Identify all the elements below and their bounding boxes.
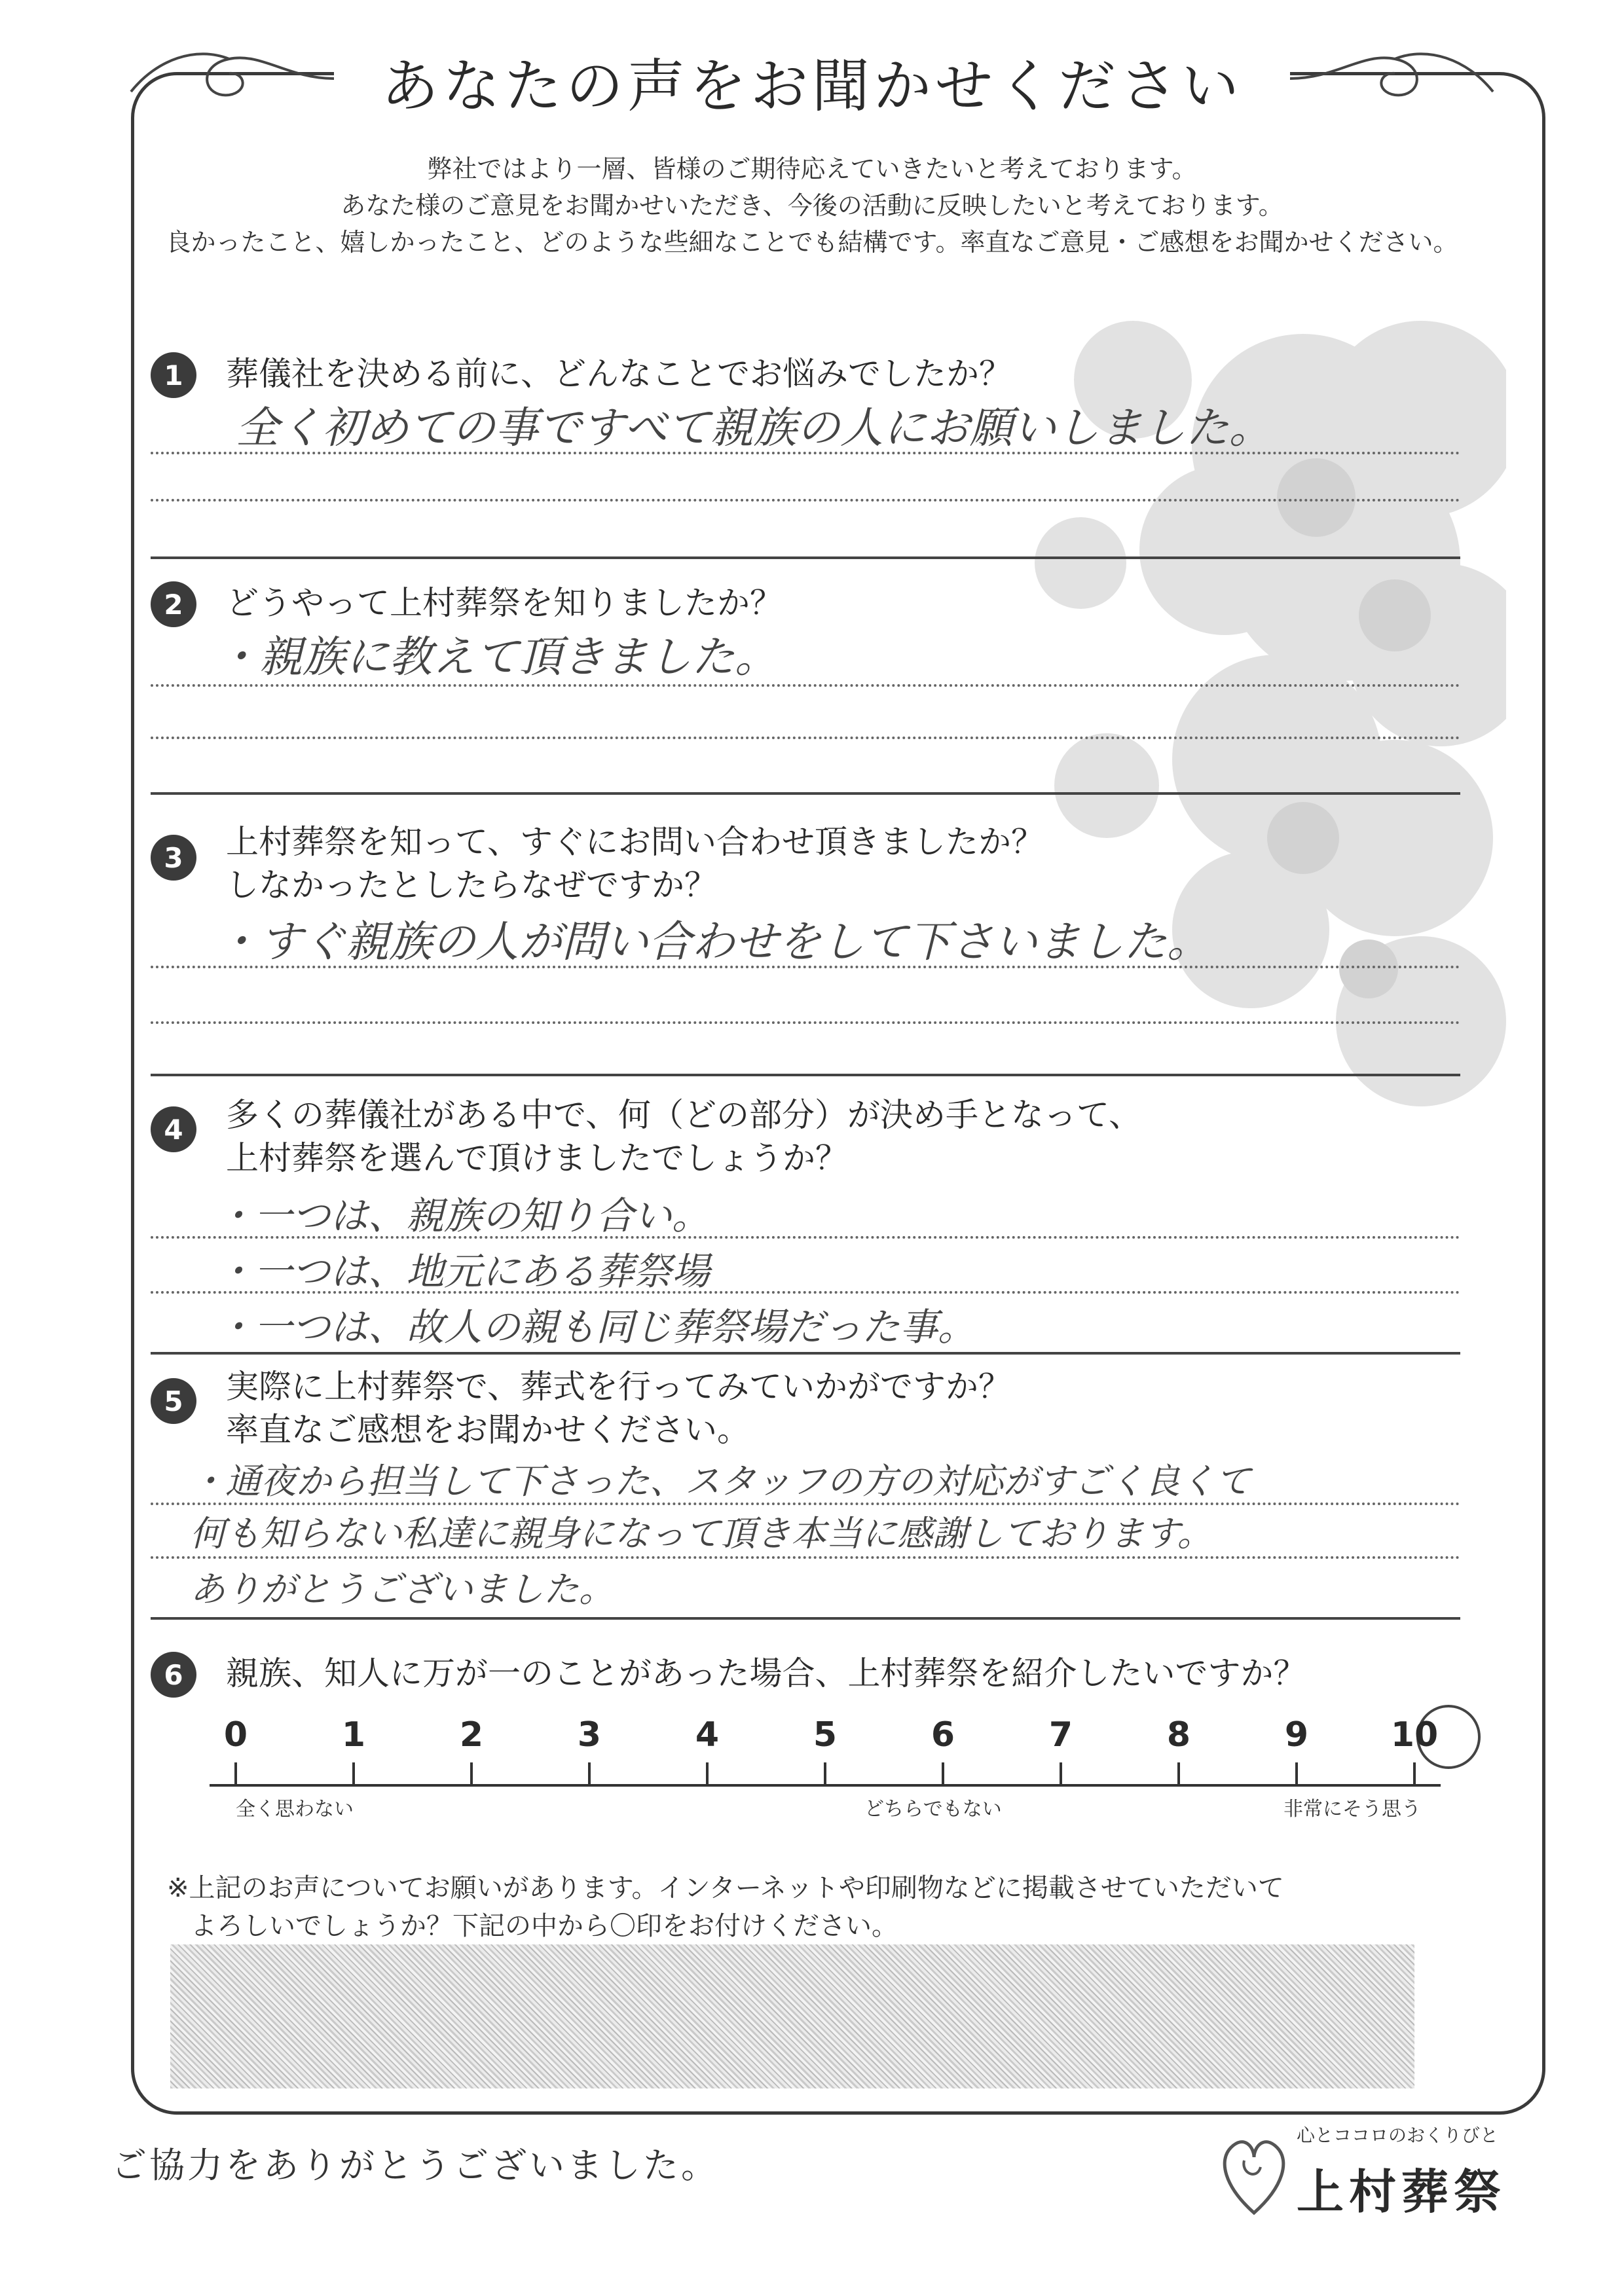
handwritten-answer: 全く初めての事ですべて親族の人にお願いしました。 — [236, 403, 1272, 453]
rating-tick — [234, 1762, 237, 1786]
question-line: 親族、知人に万が一のことがあった場合、上村葬祭を紹介したいですか？ — [226, 1654, 1306, 1692]
handwritten-answer: ・一つは、地元にある葬祭場 — [216, 1249, 710, 1294]
answer-line-dotted — [151, 499, 1460, 501]
rating-option-7[interactable]: 7 — [1048, 1715, 1073, 1755]
handwritten-answer: ・一つは、親族の知り合い。 — [216, 1194, 710, 1238]
rating-option-2[interactable]: 2 — [459, 1715, 484, 1755]
rating-option-4[interactable]: 4 — [695, 1715, 720, 1755]
company-tagline: 心とココロのおくりびと — [1297, 2124, 1499, 2146]
left-swirl-ornament — [118, 39, 341, 118]
handwritten-answer: ・親族に教えて頂きました。 — [216, 632, 778, 682]
rating-option-5[interactable]: 5 — [813, 1715, 838, 1755]
answer-line-dotted — [151, 452, 1460, 454]
question-line: 葬儀社を決める前に、どんなことでお悩みでしたか？ — [226, 355, 1012, 393]
rating-tick — [824, 1762, 826, 1786]
scale-label-right: 非常にそう思う — [1283, 1798, 1421, 1821]
thank-you-message: ご協力をありがとうございました。 — [111, 2145, 719, 2186]
rating-tick — [1177, 1762, 1180, 1786]
handwritten-answer: ・一つは、故人の親も同じ葬祭場だった事。 — [216, 1305, 976, 1349]
answer-line-dotted — [151, 1236, 1460, 1239]
company-logo — [1218, 2115, 1532, 2226]
question-number-badge: 3 — [151, 835, 196, 881]
company-name: 上村葬祭 — [1297, 2164, 1507, 2219]
question-line: 多くの葬儀社がある中で、何（どの部分）が決め手となって、 — [226, 1096, 1141, 1134]
section-divider — [151, 556, 1460, 559]
question-number-badge: 5 — [151, 1378, 196, 1424]
intro-line: あなた様のご意見をお聞かせいただき、今後の活動に反映したいと考えております。 — [341, 191, 1283, 220]
rating-tick — [942, 1762, 944, 1786]
question-text — [226, 581, 783, 625]
question-text — [226, 1365, 1011, 1451]
rating-tick — [588, 1762, 591, 1786]
question-number-badge: 4 — [151, 1106, 196, 1152]
page-title: あなたの声をお聞かせください — [380, 52, 1243, 120]
question-line: 実際に上村葬祭で、葬式を行ってみていかがですか？ — [226, 1368, 1011, 1406]
rating-option-0[interactable]: 0 — [223, 1715, 248, 1755]
rating-tick — [352, 1762, 355, 1786]
right-swirl-ornament — [1283, 39, 1506, 118]
rating-option-8[interactable]: 8 — [1166, 1715, 1191, 1755]
intro-text — [151, 151, 1473, 261]
answer-line-dotted — [151, 1291, 1460, 1294]
rating-tick — [706, 1762, 709, 1786]
section-divider — [151, 1352, 1460, 1355]
question-line: どうやって上村葬祭を知りましたか？ — [226, 584, 783, 622]
question-number-badge: 2 — [151, 581, 196, 627]
question-text — [226, 1652, 1306, 1695]
rating-tick — [1413, 1762, 1416, 1786]
question-line: 上村葬祭を選んで頂けましたでしょうか？ — [226, 1139, 848, 1177]
rating-option-9[interactable]: 9 — [1284, 1715, 1309, 1755]
rating-option-3[interactable]: 3 — [577, 1715, 602, 1755]
handwritten-answer: ありがとうございました。 — [190, 1569, 614, 1610]
question-text — [226, 352, 1012, 395]
question-line: 上村葬祭を知って、すぐにお問い合わせ頂きましたか？ — [226, 823, 1044, 861]
answer-line-dotted — [151, 684, 1460, 687]
scale-label-left: 全く思わない — [236, 1798, 354, 1821]
handwritten-answer: 何も知らない私達に親身になって頂き本当に感謝しております。 — [190, 1513, 1213, 1554]
rating-scale — [210, 1715, 1493, 1820]
answer-line-dotted — [151, 966, 1460, 968]
question-line: しなかったとしたらなぜですか？ — [226, 866, 717, 904]
answer-line-dotted — [151, 1556, 1460, 1559]
redacted-consent-area — [170, 1944, 1414, 2088]
question-text — [226, 1093, 1141, 1180]
note-line: ※上記のお声についてお願いがあります。インターネットや印刷物などに掲載させていただいて — [167, 1873, 1284, 1903]
question-number-badge: 1 — [151, 352, 196, 398]
title-banner — [334, 26, 1290, 137]
intro-line: 良かったこと、嬉しかったこと、どのような些細なことでも結構です。率直なご意見・ご感想をお聞かせください。 — [166, 228, 1458, 257]
answer-line-dotted — [151, 737, 1460, 739]
scale-label-mid: どちらでもない — [864, 1798, 1002, 1821]
question-line: 率直なご感想をお聞かせください。 — [226, 1411, 750, 1449]
section-divider — [151, 792, 1460, 795]
rating-tick — [1060, 1762, 1062, 1786]
handwritten-answer: ・通夜から担当して下さった、スタッフの方の対応がすごく良くて — [190, 1461, 1251, 1502]
question-text — [226, 820, 1044, 907]
intro-line: 弊社ではより一層、皆様のご期待応えていきたいと考えております。 — [427, 155, 1197, 183]
answer-line-dotted — [151, 1503, 1460, 1505]
section-divider — [151, 1617, 1460, 1620]
rating-option-1[interactable]: 1 — [341, 1715, 366, 1755]
handwritten-answer: ・すぐ親族の人が問い合わせをして下さいました。 — [216, 917, 1210, 967]
question-number-badge: 6 — [151, 1652, 196, 1698]
rating-option-10[interactable]: 10 — [1390, 1715, 1439, 1755]
rating-tick — [470, 1762, 473, 1786]
answer-line-dotted — [151, 1021, 1460, 1024]
rating-tick — [1295, 1762, 1298, 1786]
note-line: よろしいでしょうか？下記の中から〇印をお付けください。 — [191, 1911, 898, 1941]
publication-consent-note — [167, 1869, 1284, 1945]
section-divider — [151, 1074, 1460, 1076]
heart-swirl-logo-icon — [1218, 2121, 1290, 2219]
rating-option-6[interactable]: 6 — [931, 1715, 955, 1755]
